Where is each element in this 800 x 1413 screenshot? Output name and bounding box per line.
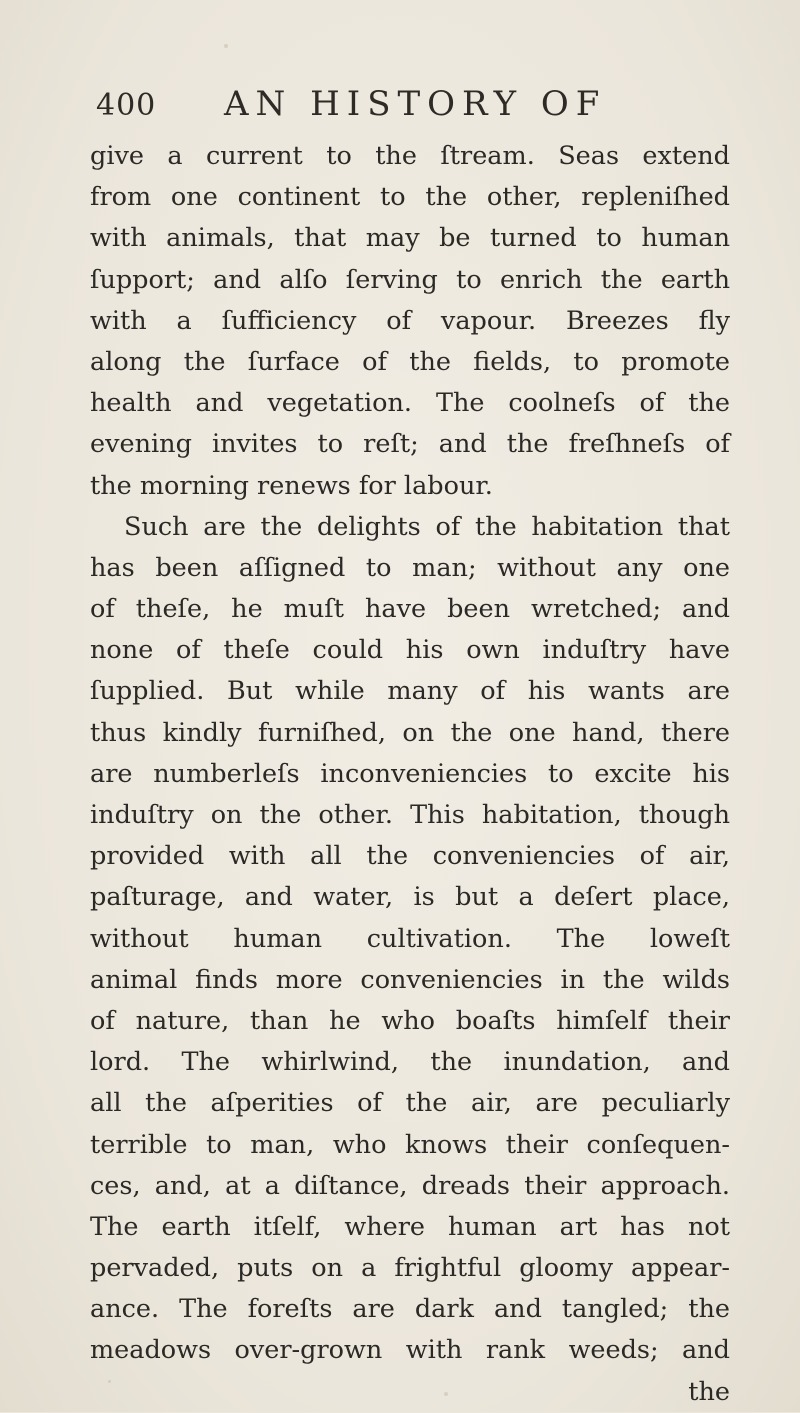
text-line: none of theſe could his own induſtry have xyxy=(90,635,730,666)
page-header xyxy=(96,82,716,128)
text-line: ces, and, at a diſtance, dreads their approach. xyxy=(90,1170,730,1201)
text-line: along the ſurface of the fields, to promote xyxy=(90,346,730,377)
text-line: are numberleſs inconveniencies to excite his xyxy=(90,758,730,789)
running-head: AN HISTORY OF xyxy=(224,84,607,124)
text-line: terrible to man, who knows their conſequen- xyxy=(90,1129,730,1160)
text-line: without human cultivation. The loweſt xyxy=(90,923,730,954)
paper-speck xyxy=(444,1392,448,1396)
body-text xyxy=(90,136,730,1413)
text-line: all the aſperities of the air, are peculiarly xyxy=(90,1088,730,1119)
text-line: ſupplied. But while many of his wants are xyxy=(90,676,730,707)
paper-speck xyxy=(224,44,228,48)
text-line: the morning renews for labour. xyxy=(90,470,493,501)
text-line: ſupport; and alſo ſerving to enrich the earth xyxy=(90,264,730,295)
text-line: evening invites to reſt; and the freſhneſs of xyxy=(90,429,730,460)
text-line: of theſe, he muſt have been wretched; and xyxy=(90,594,730,625)
text-line: lord. The whirlwind, the inundation, and xyxy=(90,1047,730,1078)
text-line: animal finds more conveniencies in the wilds xyxy=(90,964,730,995)
text-line: give a current to the ſtream. Seas extend xyxy=(90,141,730,171)
text-line: The earth itſelf, where human art has not xyxy=(90,1211,730,1242)
text-line: health and vegetation. The coolneſs of the xyxy=(90,388,730,419)
text-line: induſtry on the other. This habitation, though xyxy=(90,800,730,830)
text-line: thus kindly furniſhed, on the one hand, there xyxy=(90,717,730,748)
text-line: Such are the delights of the habitation that xyxy=(124,511,730,542)
text-line: with a ſufficiency of vapour. Breezes fly xyxy=(90,305,730,336)
paper-speck xyxy=(108,1380,111,1383)
text-line: of nature, than he who boaſts himſelf their xyxy=(90,1005,730,1036)
page-number: 400 xyxy=(96,88,157,123)
text-line: provided with all the conveniencies of air, xyxy=(90,841,730,872)
text-line: meadows over-grown with rank weeds; and xyxy=(90,1335,730,1366)
text-line: pervaded, puts on a frightful gloomy appear- xyxy=(90,1253,730,1284)
text-line: ance. The foreſts are dark and tangled; the xyxy=(90,1294,730,1325)
catchword: the xyxy=(688,1376,730,1407)
text-line: has been aſſigned to man; without any one xyxy=(90,552,730,583)
text-line: paſturage, and water, is but a deſert place, xyxy=(90,882,730,913)
text-line: from one continent to the other, repleniſhed xyxy=(90,182,730,213)
text-line: with animals, that may be turned to human xyxy=(90,223,730,254)
